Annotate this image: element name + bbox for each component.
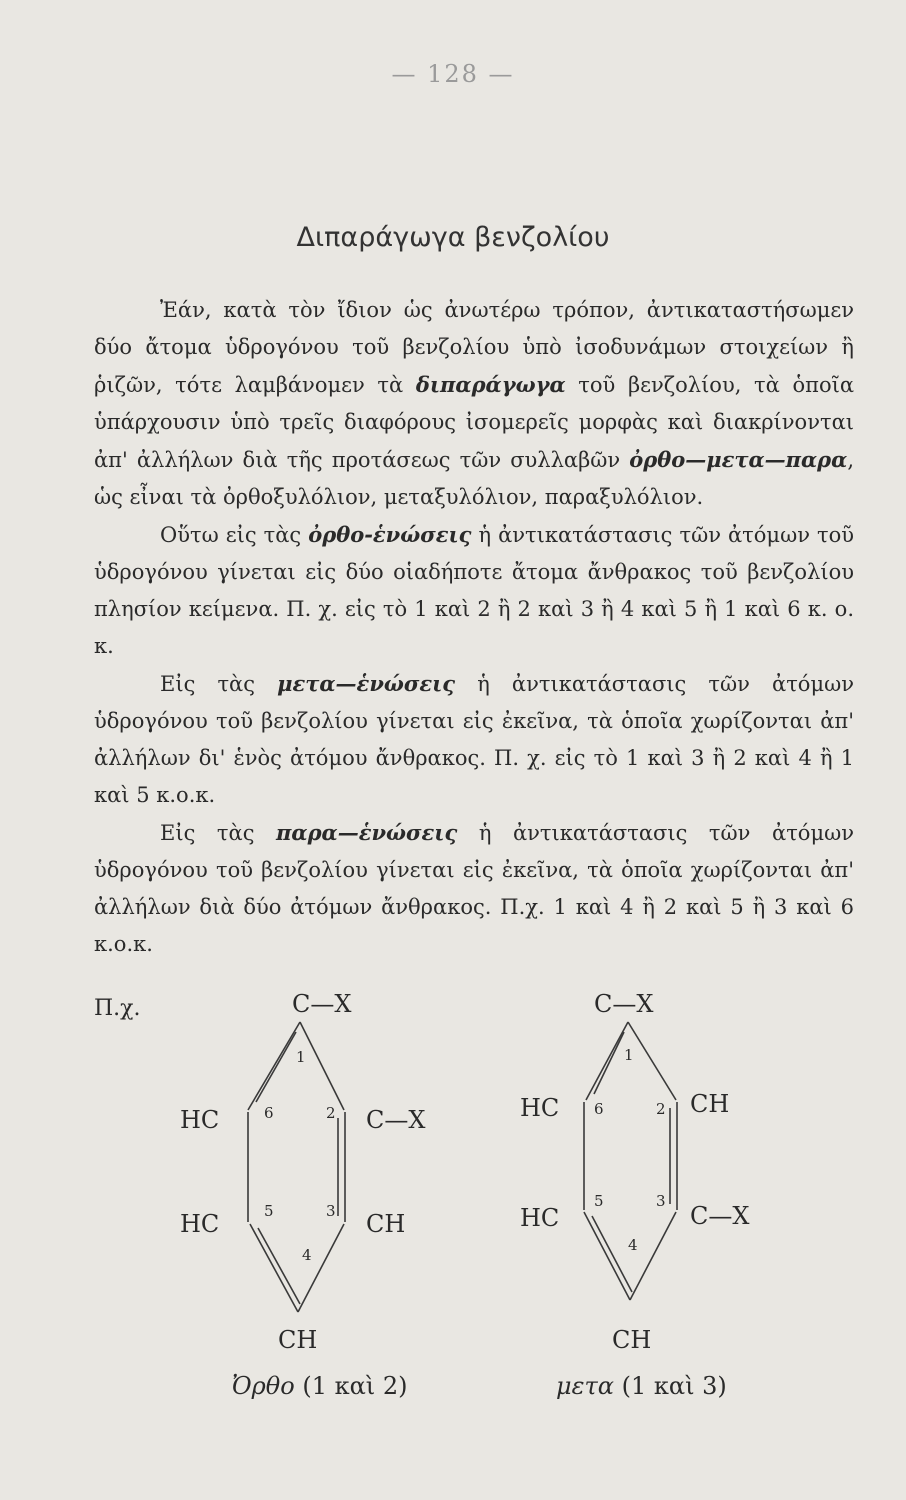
meta-upper-right: CH [690,1090,730,1118]
ortho-top-group: C—X [292,990,352,1018]
ortho-num-6: 6 [264,1104,274,1122]
ortho-num-3: 3 [326,1202,336,1220]
meta-bottom: CH [612,1326,652,1354]
ortho-num-2: 2 [326,1104,336,1122]
meta-lower-left: HC [520,1204,560,1232]
meta-num-1: 1 [624,1046,634,1064]
ortho-num-4: 4 [302,1246,312,1264]
emphasized-term: ὀρθο—μετα—παρα [629,447,848,472]
meta-num-2: 2 [656,1100,666,1118]
meta-num-3: 3 [656,1192,666,1210]
meta-caption [556,1372,727,1400]
paragraph [94,814,854,963]
meta-upper-left: HC [520,1094,560,1122]
example-label: Π.χ. [94,996,141,1021]
meta-top-group: C—X [594,990,654,1018]
ortho-lower-right: CH [366,1210,406,1238]
emphasized-term: μετα—ἑνώσεις [277,671,456,696]
ortho-upper-left: HC [180,1106,220,1134]
meta-num-6: 6 [594,1100,604,1118]
ortho-lower-left: HC [180,1210,220,1238]
paragraph-text: ἡ ἀντικατάστασις τῶν ἀτόμων ὑδρογόνου τοῦ βενζολίου γίνεται εἰς ἐκεῖνα, τὰ ὁποῖα χωρίζονται ἀπ' ἀλλήλων δι' ἑνὸς ἀτόμου ἄνθρακος. Π. χ. εἰς τὸ 1 καὶ 3 ἢ 2 καὶ 4 ἢ 1 καὶ 5 κ.ο.κ. [94,672,854,807]
ortho-upper-right: C—X [366,1106,426,1134]
meta-num-5: 5 [594,1192,604,1210]
emphasized-term: ὀρθο-ἑνώσεις [308,522,472,547]
emphasized-term: διπαράγωγα [415,372,566,397]
paragraph [94,516,854,665]
meta-num-4: 4 [628,1236,638,1254]
paragraph-text: Εἰς τὰς [160,821,277,845]
paragraph-text: Ἐάν, κατὰ τὸν ἴδιον ὡς ἀνωτέρω τρόπον, ἀντικαταστήσωμεν δύο ἄτομα ὑδρογόνου τοῦ βενζολίου ὑπὸ ἰσοδυνάμων στοιχείων ἢ ῥιζῶν, τότε λαμβάνομεν τὰ [94,298,854,397]
paragraph [94,292,854,516]
paragraph-text: τοῦ βενζολίου, τὰ ὁποῖα ὑπάρχουσιν ὑπὸ τρεῖς διαφόρους ἰσομερεῖς μορφὰς καὶ διακρίνονται ἀπ' ἀλλήλων διὰ τῆς προτάσεως τῶν συλλαβῶν [94,373,855,472]
ortho-caption-positions: (1 καὶ 2) [302,1372,408,1400]
paragraph-text: Εἰς τὰς [160,672,278,696]
meta-caption-positions: (1 καὶ 3) [621,1372,727,1400]
benzene-structures [0,970,906,1370]
ortho-num-1: 1 [296,1048,306,1066]
page-number: — 128 — [391,60,515,88]
paragraph-text: ἡ ἀντικατάστασις τῶν ἀτόμων ὑδρογόνου τοῦ βενζολίου γίνεται εἰς ἐκεῖνα, τὰ ὁποῖα χωρίζονται ἀπ' ἀλλήλων διὰ δύο ἀτόμων ἄνθρακος. Π.χ. 1 καὶ 4 ἢ 2 καὶ 5 ἢ 3 καὶ 6 κ.ο.κ. [94,821,854,956]
ortho-caption [232,1372,407,1400]
section-heading: Διπαράγωγα βενζολίου [296,222,610,253]
paragraph [94,665,854,814]
paragraph-text: Οὕτω εἰς τὰς [160,523,309,547]
paragraph-text: ἡ ἀντικατάστασις τῶν ἀτόμων τοῦ ὑδρογόνου γίνεται εἰς δύο οἱαδήποτε ἄτομα ἄνθρακος τοῦ βενζολίου πλησίον κείμενα. Π. χ. εἰς τὸ 1 καὶ 2 ἢ 2 καὶ 3 ἢ 4 καὶ 5 ἢ 1 καὶ 6 κ. ο. κ. [94,523,855,658]
meta-lower-right: C—X [690,1202,750,1230]
paragraph-text: , ὡς εἶναι τὰ ὀρθοξυλόλιον, μεταξυλόλιον, παραξυλόλιον. [94,448,854,509]
body-text [94,292,854,963]
emphasized-term: παρα—ἑνώσεις [276,820,458,845]
meta-caption-label: μετα [556,1372,614,1400]
ortho-num-5: 5 [264,1202,274,1220]
ortho-bottom: CH [278,1326,318,1354]
ortho-caption-label: Ὀρθο [232,1372,295,1400]
